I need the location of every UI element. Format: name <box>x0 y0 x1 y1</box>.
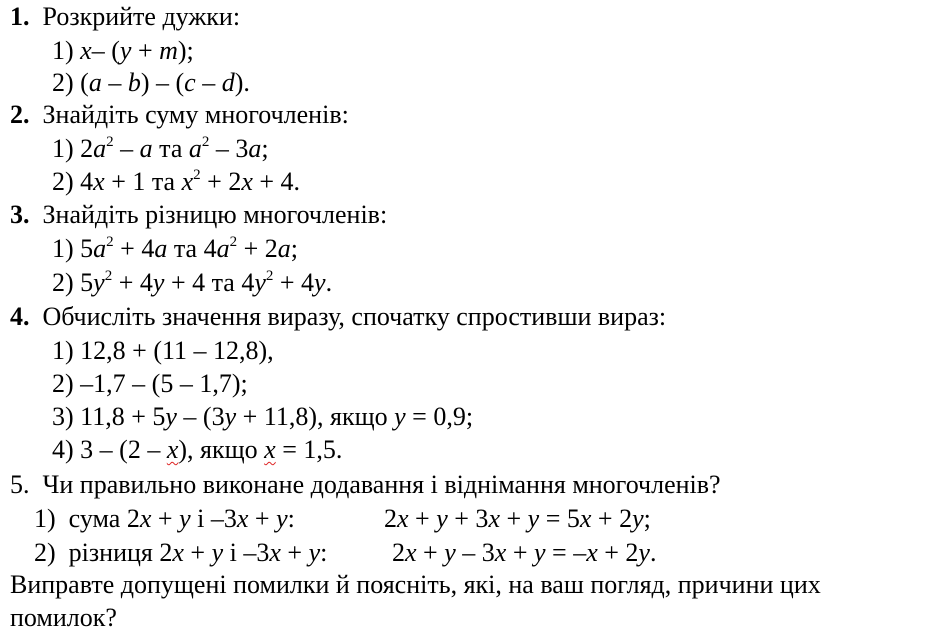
task-number: 1. <box>10 2 30 31</box>
task-4-item-3 <box>52 402 473 432</box>
task-3-item-2 <box>52 268 332 298</box>
task-5-heading <box>10 470 721 500</box>
closing-line-2: помилок? <box>10 603 117 632</box>
item-expression: (a – b) – (c – d). <box>80 68 250 97</box>
task-number: 2. <box>10 100 30 129</box>
item-expression: різниця 2x + y і –3x + y: <box>68 538 328 567</box>
task-number: 3. <box>10 200 30 229</box>
item-expression: сума 2x + y і –3x + y: <box>68 504 295 533</box>
item-label: 1) <box>52 134 74 163</box>
task-1-item-2 <box>52 68 250 98</box>
item-expression: $5y^2 + 4y + 4$ та $4y^2 + 4y$. <box>80 268 333 297</box>
item-expression: –1,7 – (5 – 1,7); <box>80 369 248 398</box>
item-result: 2x + y – 3x + y = –x + 2y. <box>392 538 657 567</box>
task-1-heading <box>10 2 240 32</box>
item-expression: 12,8 + (11 – 12,8), <box>80 336 274 365</box>
task-title: Чи правильно виконане додавання і віднімання многочленів? <box>42 470 721 499</box>
task-title: Знайдіть суму многочленів: <box>42 100 349 129</box>
task-4-heading <box>10 302 666 332</box>
task-4-item-1 <box>52 336 274 366</box>
item-label: 2) <box>34 538 56 567</box>
task-title: Розкрийте дужки: <box>42 2 241 31</box>
task-title: Обчисліть значення виразу, спочатку спростивши вираз: <box>42 302 667 331</box>
task-5-item-2 <box>34 538 657 568</box>
task-2-item-1 <box>52 134 269 164</box>
task-3-item-1 <box>52 234 298 264</box>
item-label: 1) <box>52 336 74 365</box>
item-label: 2) <box>52 268 74 297</box>
item-label: 1) <box>52 234 74 263</box>
closing-line-1: Виправте допущені помилки й поясніть, які, на ваш погляд, причини цих <box>10 570 821 599</box>
task-5-item-1 <box>34 504 651 534</box>
item-expression: $5a^2 + 4a$ та $4a^2 + 2a$; <box>80 234 298 263</box>
item-label: 2) <box>52 369 74 398</box>
item-expression: $2a^2$ – a та $a^2 - 3a$; <box>80 134 269 163</box>
task-title: Знайдіть різницю многочленів: <box>42 200 388 229</box>
item-label: 1) <box>52 36 74 65</box>
task-3-heading <box>10 200 387 230</box>
item-expression: 3 – (2 – x), якщо x = 1,5. <box>80 435 343 464</box>
task-number: 4. <box>10 302 30 331</box>
task-1-item-1 <box>52 36 194 66</box>
task-2-heading <box>10 100 349 130</box>
task-4-item-4 <box>52 435 342 465</box>
item-label: 4) <box>52 435 74 464</box>
task-number: 5. <box>10 470 30 499</box>
task-2-item-2 <box>52 167 300 197</box>
item-label: 2) <box>52 68 74 97</box>
item-label: 2) <box>52 167 74 196</box>
item-expression: 4x + 1 та $x^2 + 2x + 4$. <box>80 167 301 196</box>
task-4-item-2 <box>52 369 248 399</box>
item-label: 3) <box>52 402 74 431</box>
item-expression: 11,8 + 5y – (3y + 11,8), якщо y = 0,9; <box>80 402 474 431</box>
item-expression: x– (y + m); <box>80 36 194 65</box>
item-label: 1) <box>34 504 56 533</box>
item-result: 2x + y + 3x + y = 5x + 2y; <box>384 504 651 533</box>
